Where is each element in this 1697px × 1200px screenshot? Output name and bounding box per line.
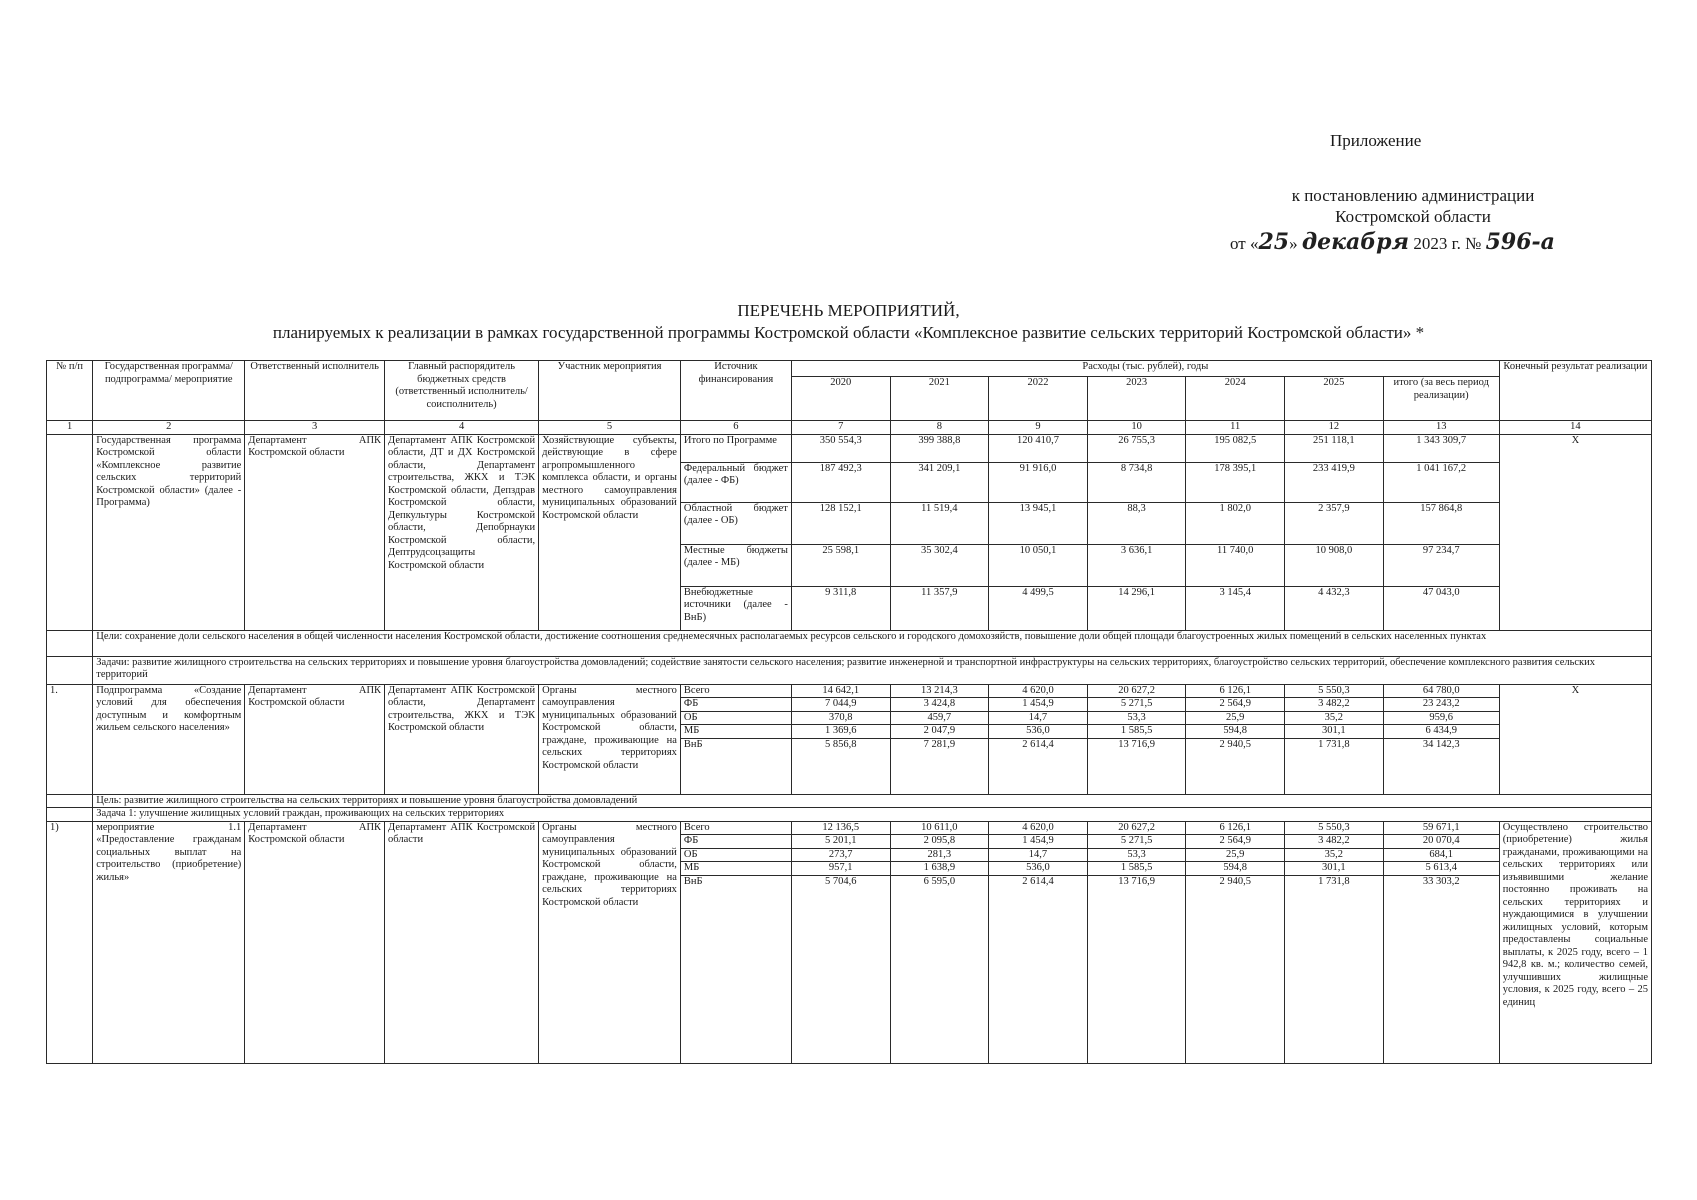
appendix-label: Приложение xyxy=(1330,131,1422,150)
col-number: 14 xyxy=(1499,421,1651,435)
measure-name: мероприятие 1.1 «Предоставление гражданам социальных выплат на строительство (приобретение) жилья» xyxy=(93,821,245,1063)
subprogram-value: 1 731,8 xyxy=(1285,738,1384,794)
col-number: 1 xyxy=(47,421,93,435)
subprogram-value: 6 126,1 xyxy=(1186,684,1285,698)
measure-row xyxy=(47,821,1652,835)
header-executor: Ответственный исполнитель xyxy=(245,361,385,421)
program-total: 47 043,0 xyxy=(1383,586,1499,630)
date-month-handwritten: декабря xyxy=(1301,229,1410,255)
subprogram-value: 13 716,9 xyxy=(1087,738,1186,794)
program-value: 195 082,5 xyxy=(1186,434,1285,462)
col-number: 10 xyxy=(1087,421,1186,435)
subprogram-total: 6 434,9 xyxy=(1383,725,1499,739)
subprogram-value: 1 585,5 xyxy=(1087,725,1186,739)
program-value: 3 145,4 xyxy=(1186,586,1285,630)
sub-goal-spacer xyxy=(47,794,93,808)
subprogram-value: 536,0 xyxy=(989,725,1088,739)
measure-total: 59 671,1 xyxy=(1383,821,1499,835)
date-mid: » xyxy=(1289,234,1298,253)
subprogram-goal: Цель: развитие жилищного строительства на сельских территориях и повышение уровня благоустройства домовладений xyxy=(93,794,1652,808)
subprogram-total: 959,6 xyxy=(1383,711,1499,725)
program-value: 233 419,9 xyxy=(1285,462,1384,502)
program-value: 9 311,8 xyxy=(791,586,890,630)
program-value: 11 519,4 xyxy=(890,502,989,544)
program-source: Областной бюджет (далее - ОБ) xyxy=(680,502,791,544)
program-tasks: Задачи: развитие жилищного строительства на сельских территориях и повышение уровня благоустройства домовладений; содействие занятости сельского населения; развитие инженерной и транспортной инфраструктуры на сельских территориях, благоустройство сельских территорий, обеспечение комплексного развития сельских территорий xyxy=(93,656,1652,684)
measure-source: ФБ xyxy=(680,835,791,849)
subprogram-source: Всего xyxy=(680,684,791,698)
date-day-handwritten: 25 xyxy=(1258,229,1290,255)
measure-value: 12 136,5 xyxy=(791,821,890,835)
measure-source: ВнБ xyxy=(680,875,791,1063)
measure-source: Всего xyxy=(680,821,791,835)
program-row xyxy=(47,434,1652,462)
col-number: 2 xyxy=(93,421,245,435)
subprogram-source: ФБ xyxy=(680,698,791,712)
subprogram-result: Х xyxy=(1499,684,1651,794)
measure-value: 1 731,8 xyxy=(1285,875,1384,1063)
program-value: 4 432,3 xyxy=(1285,586,1384,630)
header-participant: Участник мероприятия xyxy=(539,361,681,421)
measure-value: 281,3 xyxy=(890,848,989,862)
measure-result: Осуществлено строительство (приобретение) жилья гражданами, проживающими на сельских территориях или изъявившими желание постоянно проживать на сельских территориях и нуждающимися в улучшении жилищных условий, которым предоставлены социальные выплаты, к 2025 году, всего – 1 942,8 кв. м.; количество семей, улучшивших жилищные условия, к 2025 году, всего – 25 единиц xyxy=(1499,821,1651,1063)
resolution-reference xyxy=(1238,185,1588,227)
header-year-2021: 2021 xyxy=(890,377,989,421)
program-value: 128 152,1 xyxy=(791,502,890,544)
program-source: Внебюджетные источники (далее - ВнБ) xyxy=(680,586,791,630)
measure-value: 6 126,1 xyxy=(1186,821,1285,835)
sub-goal-row xyxy=(47,794,1652,808)
program-value: 8 734,8 xyxy=(1087,462,1186,502)
subprogram-value: 5 550,3 xyxy=(1285,684,1384,698)
measures-table xyxy=(46,360,1652,1064)
measure-value: 5 201,1 xyxy=(791,835,890,849)
measure-value: 1 585,5 xyxy=(1087,862,1186,876)
measure-value: 10 611,0 xyxy=(890,821,989,835)
measure-value: 14,7 xyxy=(989,848,1088,862)
goals-spacer xyxy=(47,630,93,656)
header-distributor: Главный распорядитель бюджетных средств (ответственный исполнитель/соисполнитель) xyxy=(385,361,539,421)
measure-value: 13 716,9 xyxy=(1087,875,1186,1063)
tasks-row xyxy=(47,656,1652,684)
subprogram-value: 7 044,9 xyxy=(791,698,890,712)
subprogram-value: 594,8 xyxy=(1186,725,1285,739)
program-value: 88,3 xyxy=(1087,502,1186,544)
measure-value: 1 638,9 xyxy=(890,862,989,876)
program-value: 1 802,0 xyxy=(1186,502,1285,544)
date-year: 2023 г. № xyxy=(1413,234,1482,253)
measure-distributor: Департамент АПК Костромской области xyxy=(385,821,539,1063)
col-number: 4 xyxy=(385,421,539,435)
subprogram-total: 34 142,3 xyxy=(1383,738,1499,794)
program-value: 341 209,1 xyxy=(890,462,989,502)
subprogram-num: 1. xyxy=(47,684,93,794)
program-value: 3 636,1 xyxy=(1087,544,1186,586)
subprogram-distributor: Департамент АПК Костромской области, Департамент строительства, ЖКХ и ТЭК Костромской области xyxy=(385,684,539,794)
measure-value: 5 550,3 xyxy=(1285,821,1384,835)
program-value: 399 388,8 xyxy=(890,434,989,462)
program-value: 11 357,9 xyxy=(890,586,989,630)
subprogram-value: 4 620,0 xyxy=(989,684,1088,698)
program-value: 13 945,1 xyxy=(989,502,1088,544)
measure-value: 53,3 xyxy=(1087,848,1186,862)
program-total: 1 343 309,7 xyxy=(1383,434,1499,462)
col-number: 12 xyxy=(1285,421,1384,435)
header-year-2024: 2024 xyxy=(1186,377,1285,421)
measure-num: 1) xyxy=(47,821,93,1063)
subprogram-value: 35,2 xyxy=(1285,711,1384,725)
measure-value: 2 614,4 xyxy=(989,875,1088,1063)
col-number: 3 xyxy=(245,421,385,435)
program-value: 187 492,3 xyxy=(791,462,890,502)
measure-value: 20 627,2 xyxy=(1087,821,1186,835)
program-value: 120 410,7 xyxy=(989,434,1088,462)
subprogram-row xyxy=(47,684,1652,698)
measure-value: 3 482,2 xyxy=(1285,835,1384,849)
sub-task-row xyxy=(47,808,1652,822)
measure-value: 5 271,5 xyxy=(1087,835,1186,849)
measure-value: 536,0 xyxy=(989,862,1088,876)
header-year-2025: 2025 xyxy=(1285,377,1384,421)
program-distributor: Департамент АПК Костромской области, ДТ и ДХ Костромской области, Департамент строительства, ЖКХ и ТЭК Костромской области, Депздрав Костромской области, Депкультуры Костромской области, Депобрнауки Костромской области, Дептрудсоцзащиты Костромской области xyxy=(385,434,539,630)
program-value: 2 357,9 xyxy=(1285,502,1384,544)
measure-value: 5 704,6 xyxy=(791,875,890,1063)
header-num: № п/п xyxy=(47,361,93,421)
measure-value: 6 595,0 xyxy=(890,875,989,1063)
subprogram-value: 7 281,9 xyxy=(890,738,989,794)
col-number: 13 xyxy=(1383,421,1499,435)
subprogram-total: 23 243,2 xyxy=(1383,698,1499,712)
subprogram-value: 5 271,5 xyxy=(1087,698,1186,712)
program-executor: Департамент АПК Костромской области xyxy=(245,434,385,630)
column-number-row xyxy=(47,421,1652,435)
program-value: 350 554,3 xyxy=(791,434,890,462)
measure-value: 273,7 xyxy=(791,848,890,862)
program-participant: Хозяйствующие субъекты, действующие в сфере агропромышленного комплекса области, и органы местного самоуправления муниципальных образований Костромской области xyxy=(539,434,681,630)
measure-total: 5 613,4 xyxy=(1383,862,1499,876)
program-name: Государственная программа Костромской области «Комплексное развитие сельских территорий Костромской области» (далее - Программа) xyxy=(93,434,245,630)
subprogram-value: 13 214,3 xyxy=(890,684,989,698)
subprogram-task: Задача 1: улучшение жилищных условий граждан, проживающих на сельских территориях xyxy=(93,808,1652,822)
program-value: 26 755,3 xyxy=(1087,434,1186,462)
subprogram-value: 370,8 xyxy=(791,711,890,725)
program-value: 251 118,1 xyxy=(1285,434,1384,462)
subprogram-value: 53,3 xyxy=(1087,711,1186,725)
program-goals: Цели: сохранение доли сельского населения в общей численности населения Костромской области, достижение соотношения среднемесячных располагаемых ресурсов сельского и городского домохозяйств, повышение доли общей площади благоустроенных жилых помещений в сельских населенных пунктах xyxy=(93,630,1652,656)
subprogram-value: 5 856,8 xyxy=(791,738,890,794)
program-value: 11 740,0 xyxy=(1186,544,1285,586)
header-year-2022: 2022 xyxy=(989,377,1088,421)
program-num xyxy=(47,434,93,630)
subprogram-value: 1 369,6 xyxy=(791,725,890,739)
program-total: 157 864,8 xyxy=(1383,502,1499,544)
measure-value: 1 454,9 xyxy=(989,835,1088,849)
measure-value: 2 940,5 xyxy=(1186,875,1285,1063)
header-year-2020: 2020 xyxy=(791,377,890,421)
measure-value: 301,1 xyxy=(1285,862,1384,876)
program-value: 10 908,0 xyxy=(1285,544,1384,586)
header-result: Конечный результат реализации xyxy=(1499,361,1651,421)
measure-source: ОБ xyxy=(680,848,791,862)
subprogram-participant: Органы местного самоуправления муниципальных образований Костромской области, граждане, проживающие на сельских территориях Костромской области xyxy=(539,684,681,794)
subprogram-value: 1 454,9 xyxy=(989,698,1088,712)
subprogram-value: 20 627,2 xyxy=(1087,684,1186,698)
subprogram-value: 14,7 xyxy=(989,711,1088,725)
col-number: 9 xyxy=(989,421,1088,435)
page-subtitle: планируемых к реализации в рамках государственной программы Костромской области «Комплексное развитие сельских территорий Костромской области» * xyxy=(272,323,1425,342)
sub-task-spacer xyxy=(47,808,93,822)
program-source: Местные бюджеты (далее - МБ) xyxy=(680,544,791,586)
program-value: 14 296,1 xyxy=(1087,586,1186,630)
measure-value: 25,9 xyxy=(1186,848,1285,862)
subprogram-value: 2 564,9 xyxy=(1186,698,1285,712)
measure-total: 33 303,2 xyxy=(1383,875,1499,1063)
program-source: Итого по Программе xyxy=(680,434,791,462)
measure-value: 594,8 xyxy=(1186,862,1285,876)
measure-value: 957,1 xyxy=(791,862,890,876)
subprogram-value: 301,1 xyxy=(1285,725,1384,739)
resolution-line-1: к постановлению администрации xyxy=(1291,186,1535,205)
program-value: 178 395,1 xyxy=(1186,462,1285,502)
subprogram-source: ВнБ xyxy=(680,738,791,794)
subprogram-name: Подпрограмма «Создание условий для обеспечения доступным и комфортным жильем сельского населения» xyxy=(93,684,245,794)
col-number: 5 xyxy=(539,421,681,435)
date-prefix: от « xyxy=(1230,234,1259,253)
col-number: 7 xyxy=(791,421,890,435)
program-value: 25 598,1 xyxy=(791,544,890,586)
measure-value: 2 564,9 xyxy=(1186,835,1285,849)
col-number: 11 xyxy=(1186,421,1285,435)
program-value: 91 916,0 xyxy=(989,462,1088,502)
subprogram-value: 3 424,8 xyxy=(890,698,989,712)
col-number: 6 xyxy=(680,421,791,435)
subprogram-executor: Департамент АПК Костромской области xyxy=(245,684,385,794)
measure-total: 684,1 xyxy=(1383,848,1499,862)
subprogram-value: 2 940,5 xyxy=(1186,738,1285,794)
measure-total: 20 070,4 xyxy=(1383,835,1499,849)
subprogram-value: 459,7 xyxy=(890,711,989,725)
header-source: Источник финансирования xyxy=(680,361,791,421)
subprogram-source: ОБ xyxy=(680,711,791,725)
measure-participant: Органы местного самоуправления муниципальных образований Костромской области, граждане, проживающие на сельских территориях Костромской области xyxy=(539,821,681,1063)
resolution-number-handwritten: 596-а xyxy=(1485,229,1555,255)
page-title: ПЕРЕЧЕНЬ МЕРОПРИЯТИЙ, xyxy=(737,301,960,320)
subprogram-source: МБ xyxy=(680,725,791,739)
resolution-line-2: Костромской области xyxy=(1335,207,1491,226)
program-total: 1 041 167,2 xyxy=(1383,462,1499,502)
subprogram-value: 25,9 xyxy=(1186,711,1285,725)
program-value: 4 499,5 xyxy=(989,586,1088,630)
tasks-spacer xyxy=(47,656,93,684)
program-total: 97 234,7 xyxy=(1383,544,1499,586)
resolution-date xyxy=(1230,229,1555,255)
measure-value: 2 095,8 xyxy=(890,835,989,849)
measure-source: МБ xyxy=(680,862,791,876)
subprogram-value: 14 642,1 xyxy=(791,684,890,698)
col-number: 8 xyxy=(890,421,989,435)
program-result: Х xyxy=(1499,434,1651,630)
header-year-2023: 2023 xyxy=(1087,377,1186,421)
measure-executor: Департамент АПК Костромской области xyxy=(245,821,385,1063)
subprogram-value: 3 482,2 xyxy=(1285,698,1384,712)
program-value: 35 302,4 xyxy=(890,544,989,586)
program-value: 10 050,1 xyxy=(989,544,1088,586)
header-expenses: Расходы (тыс. рублей), годы xyxy=(791,361,1499,377)
measure-value: 35,2 xyxy=(1285,848,1384,862)
subprogram-total: 64 780,0 xyxy=(1383,684,1499,698)
header-program: Государственная программа/подпрограмма/ мероприятие xyxy=(93,361,245,421)
measure-value: 4 620,0 xyxy=(989,821,1088,835)
program-source: Федеральный бюджет (далее - ФБ) xyxy=(680,462,791,502)
header-total: итого (за весь период реализации) xyxy=(1383,377,1499,421)
goals-row xyxy=(47,630,1652,656)
subprogram-value: 2 614,4 xyxy=(989,738,1088,794)
subprogram-value: 2 047,9 xyxy=(890,725,989,739)
